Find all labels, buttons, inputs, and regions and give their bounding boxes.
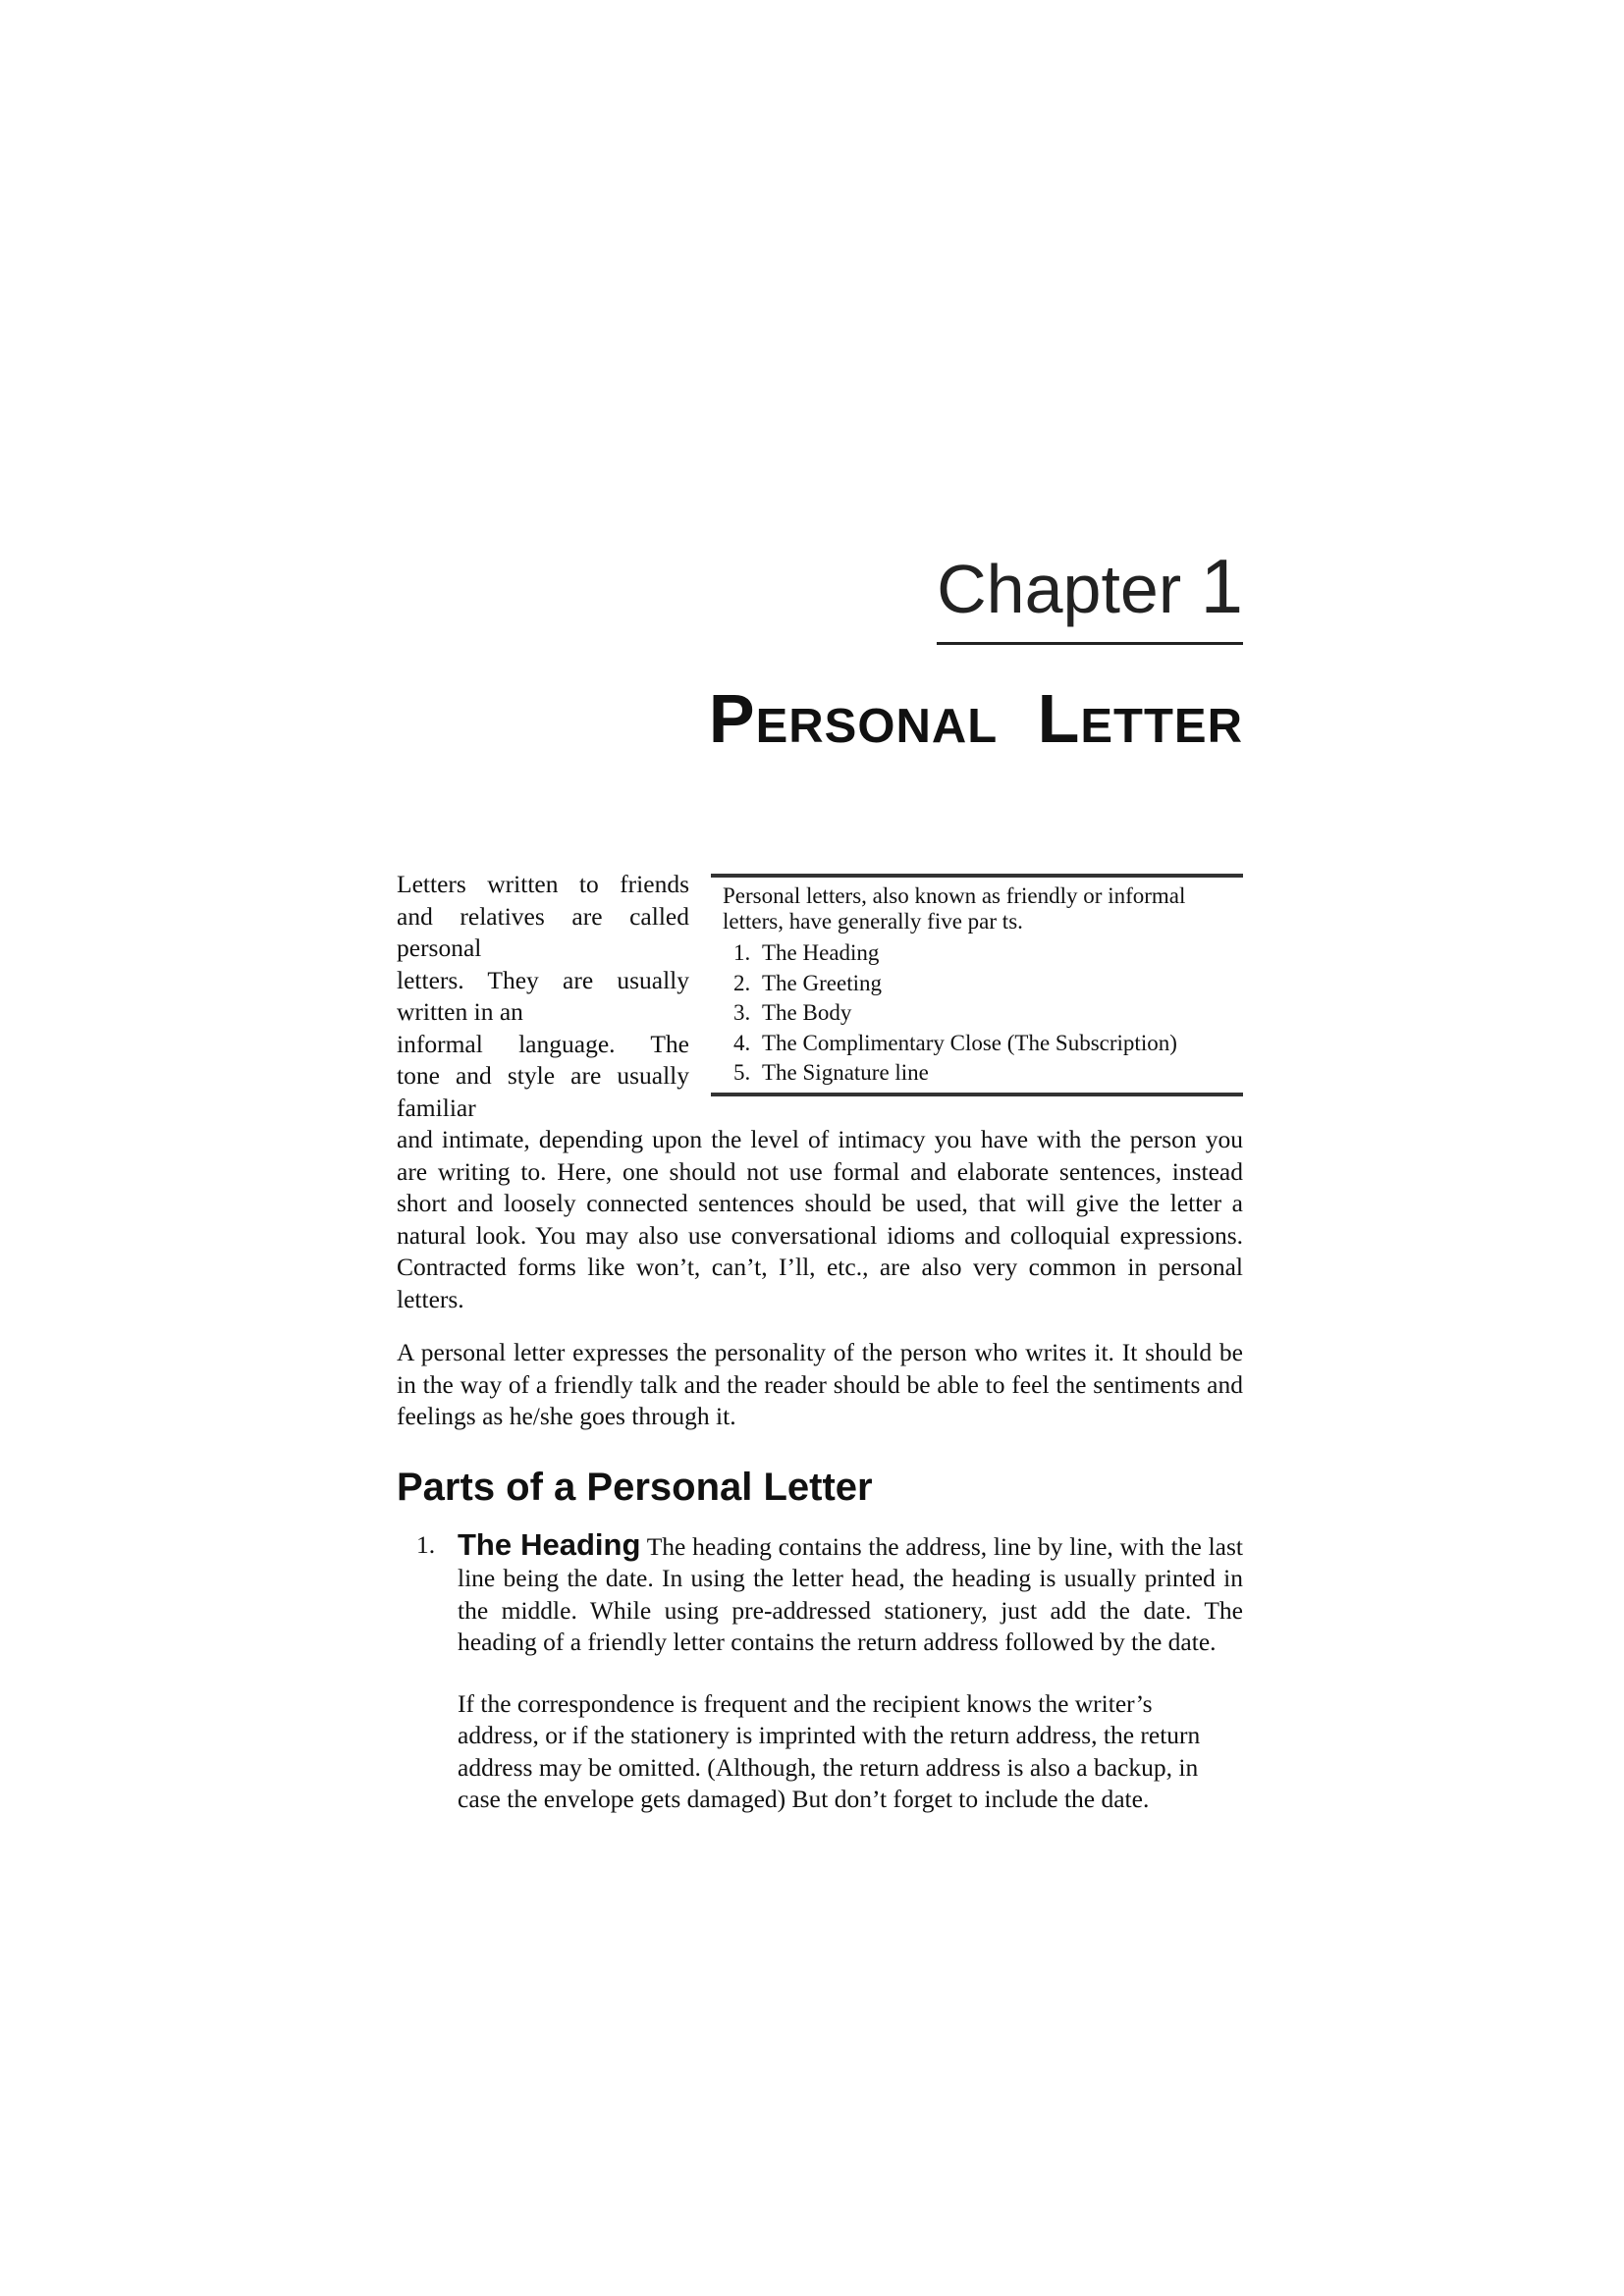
intro-line: and relatives are called: [397, 901, 689, 931]
intro-line: written in an: [397, 997, 523, 1026]
sidebar-list-item: 3. The Body: [756, 998, 1243, 1029]
chapter-title: Personal Letter: [708, 680, 1243, 757]
part-description: [458, 1526, 1244, 1659]
document-page: [397, 0, 1243, 2296]
intro-line: familiar: [397, 1093, 476, 1122]
sidebar-list-item: 1. The Heading: [756, 938, 1243, 969]
part-number: 1.: [416, 1529, 436, 1559]
sidebar-box: [711, 874, 1243, 1096]
part-item: [416, 1526, 1244, 1816]
paragraph-personality: A personal letter expresses the personality of the person who writes it. It should be in the way of a friendly talk and the reader should be able to feel the sentiments and feelings as he/she goes through it.: [397, 1338, 1243, 1430]
section-heading: Parts of a Personal Letter: [397, 1465, 873, 1509]
part-extra-paragraph: If the correspondence is frequent and the recipient knows the writer’s address, or if the stationery is imprinted with the return address, the return address may be omitted. (Although, the return address is also a backup, in case the envelope gets damaged) But don’t forget to include the date.: [458, 1688, 1201, 1813]
chapter-label: [937, 545, 1243, 645]
sidebar-list-item: 2. The Greeting: [756, 969, 1243, 999]
chapter-word: Chapter: [937, 551, 1182, 627]
sidebar-intro: Personal letters, also known as friendly or informal letters, have generally five par ts.: [723, 883, 1186, 934]
intro-line: personal: [397, 934, 482, 962]
intro-lead: [397, 869, 689, 1124]
intro-rest: and intimate, depending upon the level of intimacy you have with the person you are writing to. Here, one should not use formal and elaborate sentences, instead short and loosely connected sentences should be used, that will give the letter a natural look. You may also use conversational idioms and colloquial expressions. Contracted forms like won’t, can’t, I’ll, etc., are also very common in personal letters.: [397, 1125, 1243, 1313]
intro-line: tone and style are usually: [397, 1061, 689, 1090]
intro-line: Letters written to friends: [397, 870, 689, 898]
chapter-number: 1: [1200, 543, 1243, 629]
intro-line: letters. They are usually: [397, 965, 689, 994]
part-name: The Heading: [458, 1526, 641, 1562]
sidebar-list-item: 5. The Signature line: [756, 1058, 1243, 1089]
parts-list: [397, 1526, 1244, 1816]
part-text: The heading contains the address, line by line, with the last line being the date. In using the letter head, the heading is usually printed in the middle. While using pre-addressed stationery, just add the date. The heading of a friendly letter contains the return address followed by the date.: [458, 1531, 1244, 1656]
sidebar-list: [723, 938, 1243, 1089]
intro-line: informal language. The: [397, 1029, 689, 1058]
chapter-header: [937, 545, 1243, 645]
body-text: [397, 869, 1243, 1816]
sidebar-list-item: 4. The Complimentary Close (The Subscription): [756, 1029, 1243, 1059]
